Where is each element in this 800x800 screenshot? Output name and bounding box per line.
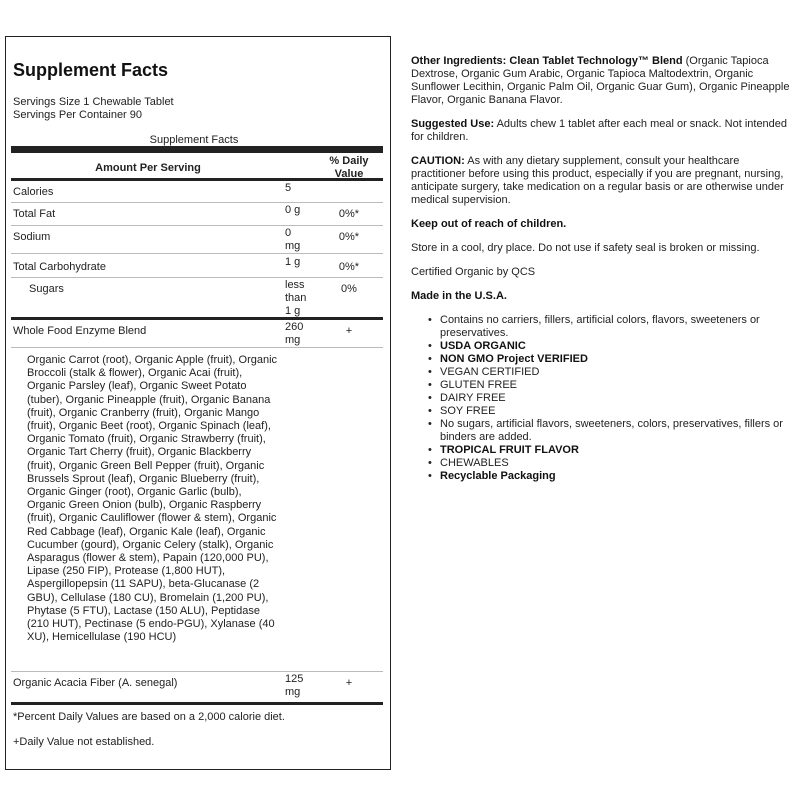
table-row: Total Carbohydrate 1 g 0%* [11,254,383,278]
table-row: Total Fat 0 g 0%* [11,203,383,226]
list-item: • GLUTEN FREE [428,379,518,391]
blend-ingredients-row [11,348,383,672]
table-row: Organic Acacia Fiber (A. senegal) 125 mg + [11,672,383,705]
table-row: Calories 5 [11,181,383,203]
table-row: Sodium 0 mg 0%* [11,226,383,254]
blend-ingredients: Organic Carrot (root), Organic Apple (fruit), Organic Broccoli (stalk & flower), Organic Acai (fruit), Organic Parsley (leaf), Organic Sweet Potato (tuber), Organic Pineapple (fruit), Organic Banana (fruit), Organic Cranberry (fruit), Organic Mango (fruit), Organic Beet (root), Organic Spinach (leaf), Organic Tomato (fruit), Organic Strawberry (fruit), Organic Tart Cherry (fruit), Organic Blackberry (fruit), Organic Green Bell Pepper (fruit), Organic Brussels Sprout (leaf), Organic Blueberry (fruit), Organic Ginger (root), Organic Garlic (bulb), Organic Green Onion (bulb), Organic Raspberry (fruit), Organic Cauliflower (flower & stem), Organic Red Cabbage (leaf), Organic Kale (leaf), Organic Cucumber (gourd), Organic Celery (stalk), Organic Asparagus (flower & stem), Papain (120,000 PU), Lipase (250 FIP), Protease (1,800 HUT), Aspergillopepsin (11 SAPU), beta-Glucanase (2 GBU), Cellulase (180 CU), Bromelain (1,200 PU), Phytase (5 FTU), Lactase (150 ALU), Peptidase (210 HUT), Pectinase (5 endo-PGU), Xylanase (40 XU), Hemicellulase (190 HCU) [27,354,278,644]
list-item: • SOY FREE [428,405,496,417]
made-in: Made in the U.S.A. [411,290,507,302]
footnote-dv: *Percent Daily Values are based on a 2,000 calorie diet. [13,711,285,723]
footnote-not-established: +Daily Value not established. [13,736,155,748]
table-row: Sugars less than 1 g 0% [11,278,383,320]
supplement-facts-panel [5,36,391,770]
list-item: • DAIRY FREE [428,392,506,404]
bullet-icon: • [428,444,432,456]
amount-header: Amount Per Serving [95,162,201,174]
bullet-icon: • [428,353,432,365]
table-caption: Supplement Facts [149,134,239,146]
dv-header: % Daily Value [329,155,369,180]
product-info [411,55,796,483]
bullet-icon: • [428,470,432,482]
bullet-icon: • [428,340,432,352]
certified-organic: Certified Organic by QCS [411,266,536,278]
list-item: • No sugars, artificial flavors, sweeteners, colors, preservatives, fillers or binders are added. [428,418,783,443]
table-row: Whole Food Enzyme Blend 260 mg + [11,320,383,348]
panel-title: Supplement Facts [13,60,169,80]
list-item: • CHEWABLES [428,457,509,469]
list-item: • VEGAN CERTIFIED [428,366,540,378]
bullet-icon: • [428,405,432,417]
serving-info [13,96,174,122]
storage-info: Store in a cool, dry place. Do not use if safety seal is broken or missing. [411,242,760,254]
bullet-icon: • [428,392,432,404]
suggested-use: Suggested Use: Adults chew 1 tablet after each meal or snack. Not intended for children. [411,118,788,143]
facts-table [11,146,383,705]
bullet-icon: • [428,314,432,326]
servings-per-container: Servings Per Container 90 [13,109,143,121]
keep-out-warning: Keep out of reach of children. [411,218,567,230]
feature-list [428,314,796,483]
bullet-icon: • [428,418,432,430]
bullet-icon: • [428,379,432,391]
table-header [11,153,383,181]
list-item: • TROPICAL FRUIT FLAVOR [428,444,579,456]
other-ingredients: Other Ingredients: Clean Tablet Technology™ Blend (Organic Tapioca Dextrose, Organic Gum Arabic, Organic Tapioca Maltodextrin, Organic Sunflower Lecithin, Organic Palm Oil, Organic Guar Gum), Organic Pineapple Flavor, Organic Banana Flavor. [411,55,790,106]
bullet-icon: • [428,366,432,378]
caution: CAUTION: As with any dietary supplement, consult your healthcare practitioner before using this product, especially if you are pregnant, nursing, anticipate surgery, take medication on a regular basis or are otherwise under medical supervision. [411,155,784,206]
list-item: • Recyclable Packaging [428,470,556,482]
bullet-icon: • [428,457,432,469]
serving-size: Servings Size 1 Chewable Tablet [13,96,174,108]
list-item: • USDA ORGANIC [428,340,526,352]
list-item: • Contains no carriers, fillers, artificial colors, flavors, sweeteners or preservatives. [428,314,760,339]
list-item: • NON GMO Project VERIFIED [428,353,588,365]
